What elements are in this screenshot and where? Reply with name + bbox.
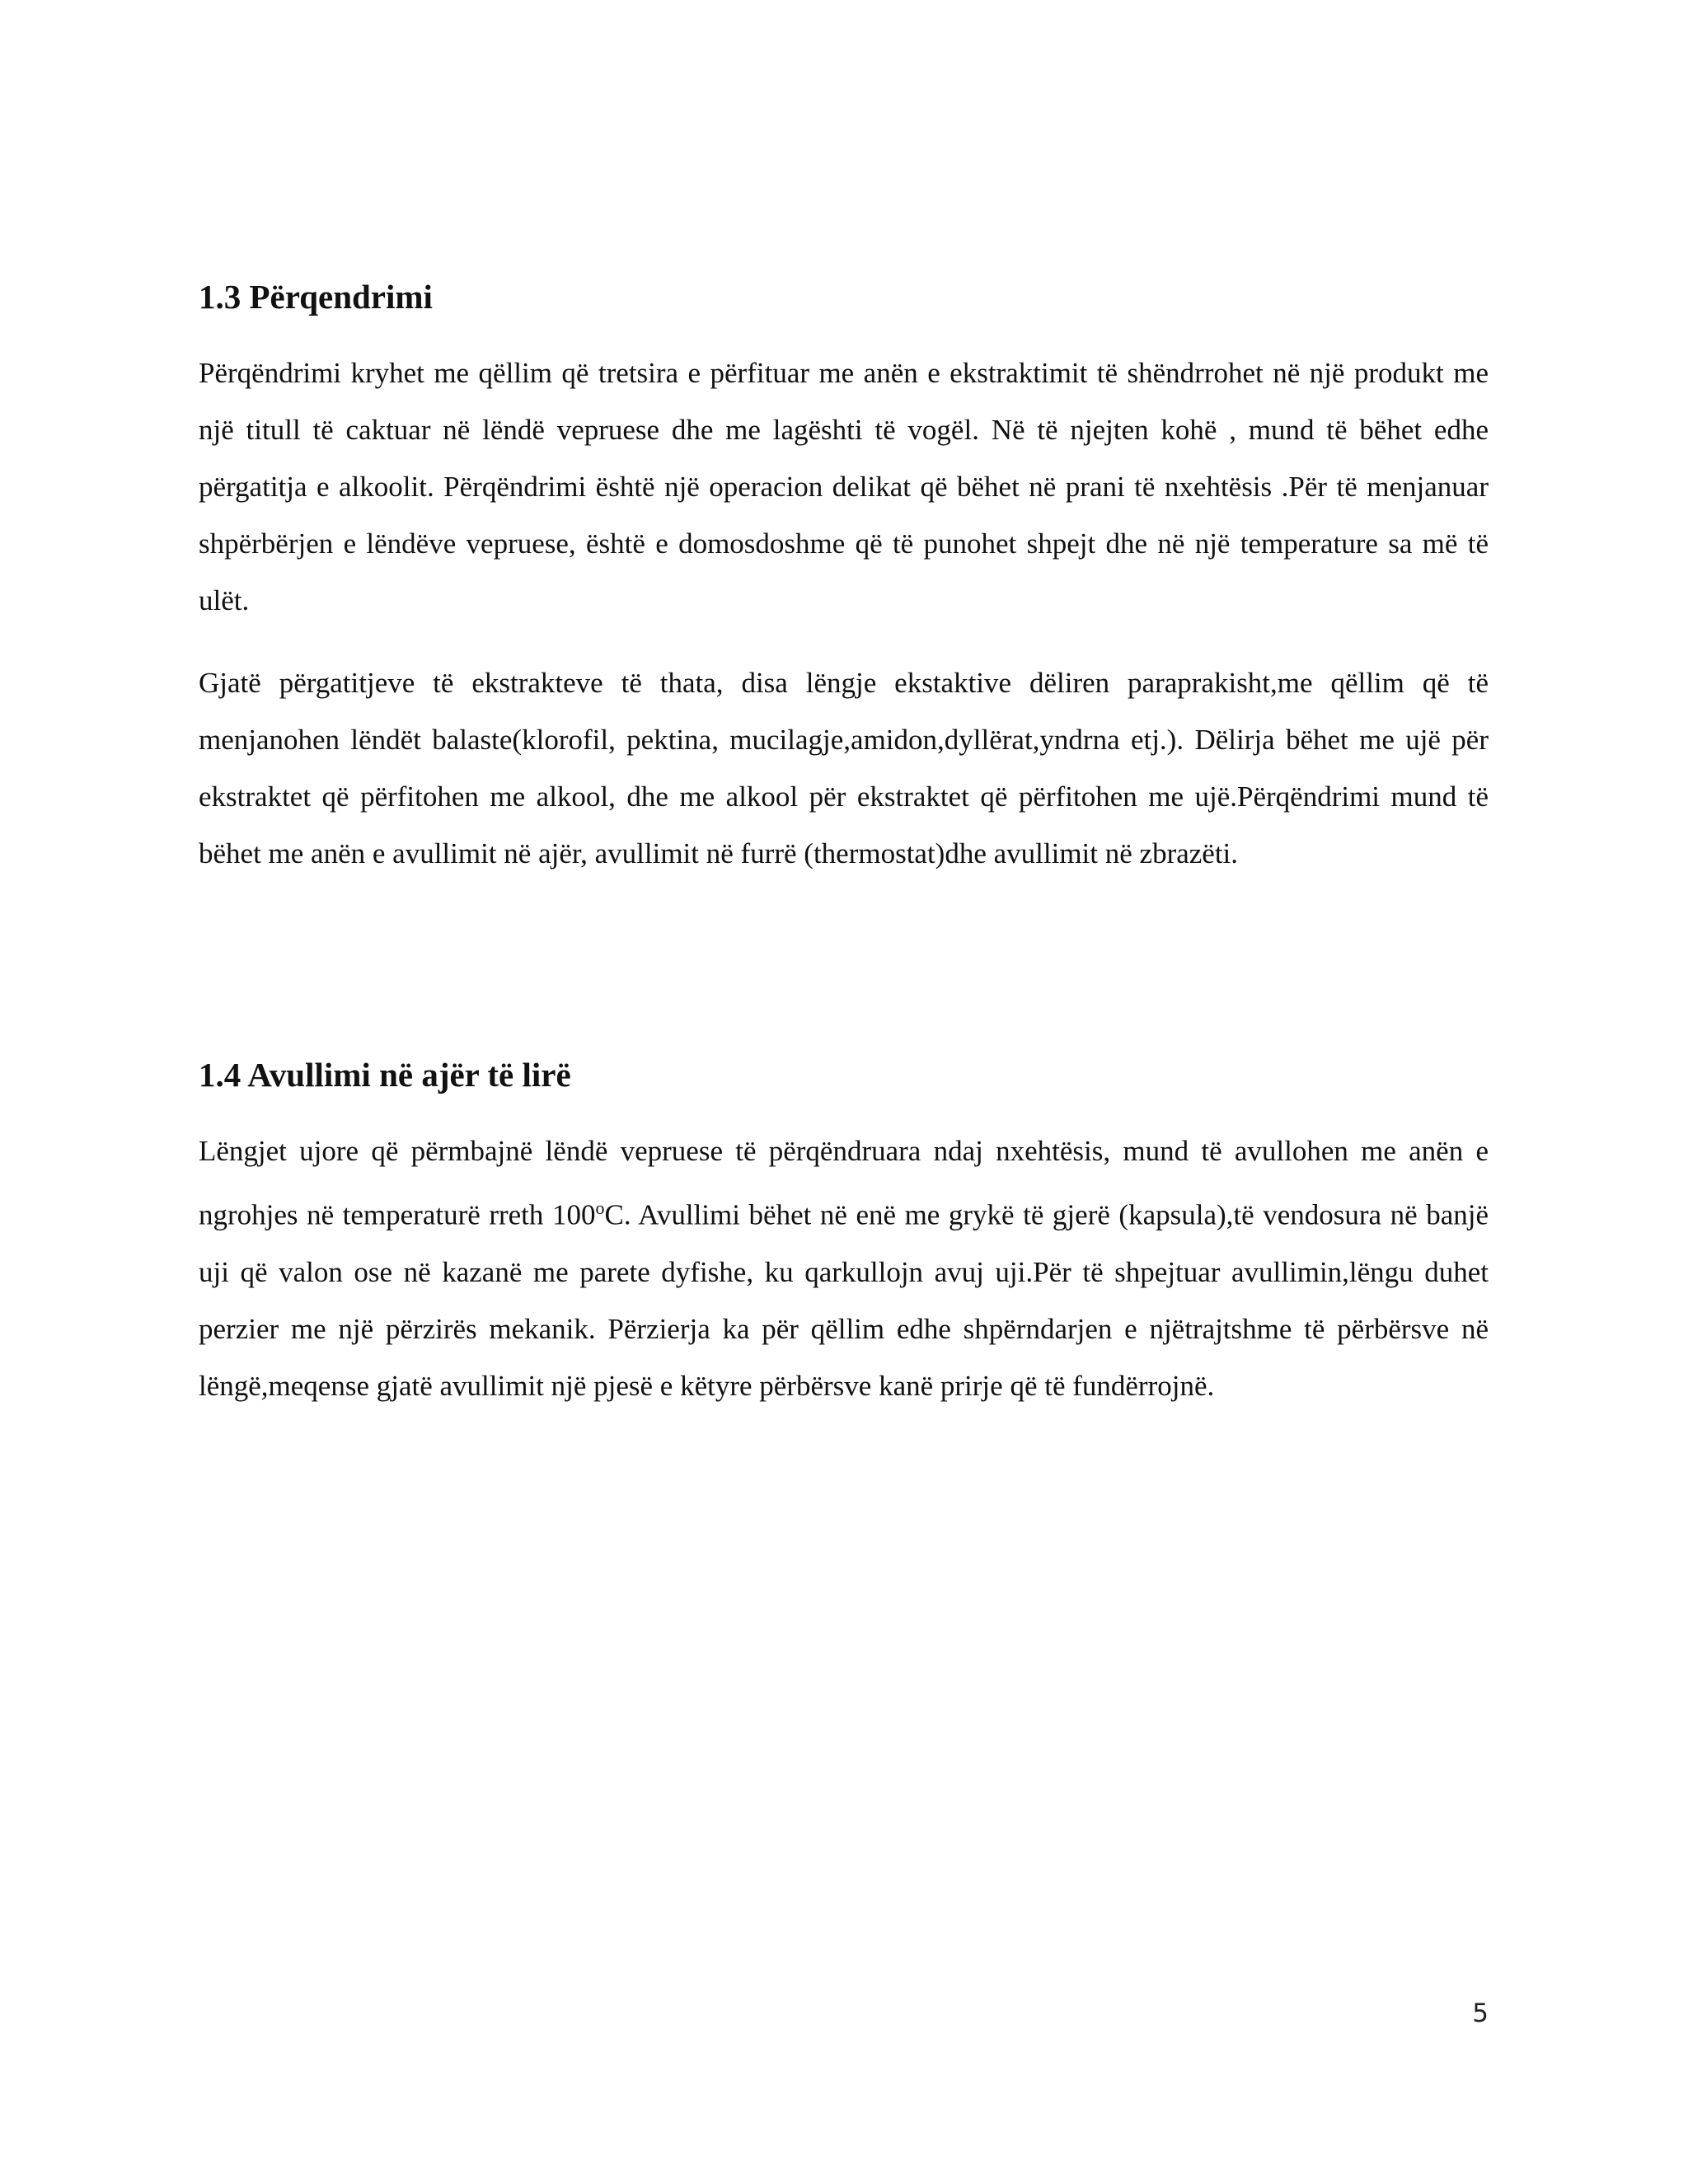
- section-heading-1-3: 1.3 Përqendrimi: [199, 278, 433, 316]
- paragraph-1-4: [199, 1122, 1489, 1414]
- degree-superscript: o: [595, 1197, 605, 1218]
- page-number: 5: [1472, 1999, 1489, 2028]
- paragraph-1-4-text-end: C. Avullimi bëhet në enë me grykë të gjerë (kapsula),të vendosura në banjë uji që valon ose në kazanë me parete dyfishe, ku qarkullojn avuj uji.Për të shpejtuar avullimin,lëngu duhet perzier me një përzirës mekanik. Përzierja ka për qëllim edhe shpërndarjen e njëtrajtshme të përbërsve në lëngë,meqense gjatë avullimit një pjesë e këtyre përbërsve kanë prirje që të fundërrojnë.: [199, 1198, 1489, 1402]
- paragraph-1-3-b: Gjatë përgatitjeve të ekstrakteve të thata, disa lëngje ekstaktive dëliren paraprakisht,me qëllim që të menjanohen lëndët balaste(klorofil, pektina, mucilagje,amidon,dyllërat,yndrna etj.). Dëlirja bëhet me ujë për ekstraktet që përfitohen me alkool, dhe me alkool për ekstraktet që përfitohen me ujë.Përqëndrimi mund të bëhet me anën e avullimit në ajër, avullimit në furrë (thermostat)dhe avullimit në zbrazëti.: [199, 667, 1489, 869]
- paragraph-1-4-text-start: Lëngjet ujore që përmbajnë lëndë vepruese të përqëndruara ndaj nxehtësis, mund të avullohen me anën e ngrohjes në temperaturë rreth 100: [199, 1135, 1489, 1231]
- section-heading-1-4: 1.4 Avullimi në ajër të lirë: [199, 1056, 571, 1094]
- paragraph-1-3-a: Përqëndrimi kryhet me qëllim që tretsira e përfituar me anën e ekstraktimit të shëndrrohet në një produkt me një titull të caktuar në lëndë vepruese dhe me lagështi të vogël. Në të njejten kohë , mund të bëhet edhe përgatitja e alkoolit. Përqëndrimi është një operacion delikat që bëhet në prani të nxehtësis .Për të menjanuar shpërbërjen e lëndëve vepruese, është e domosdoshme që të punohet shpejt dhe në një temperature sa më të ulët.: [199, 357, 1489, 616]
